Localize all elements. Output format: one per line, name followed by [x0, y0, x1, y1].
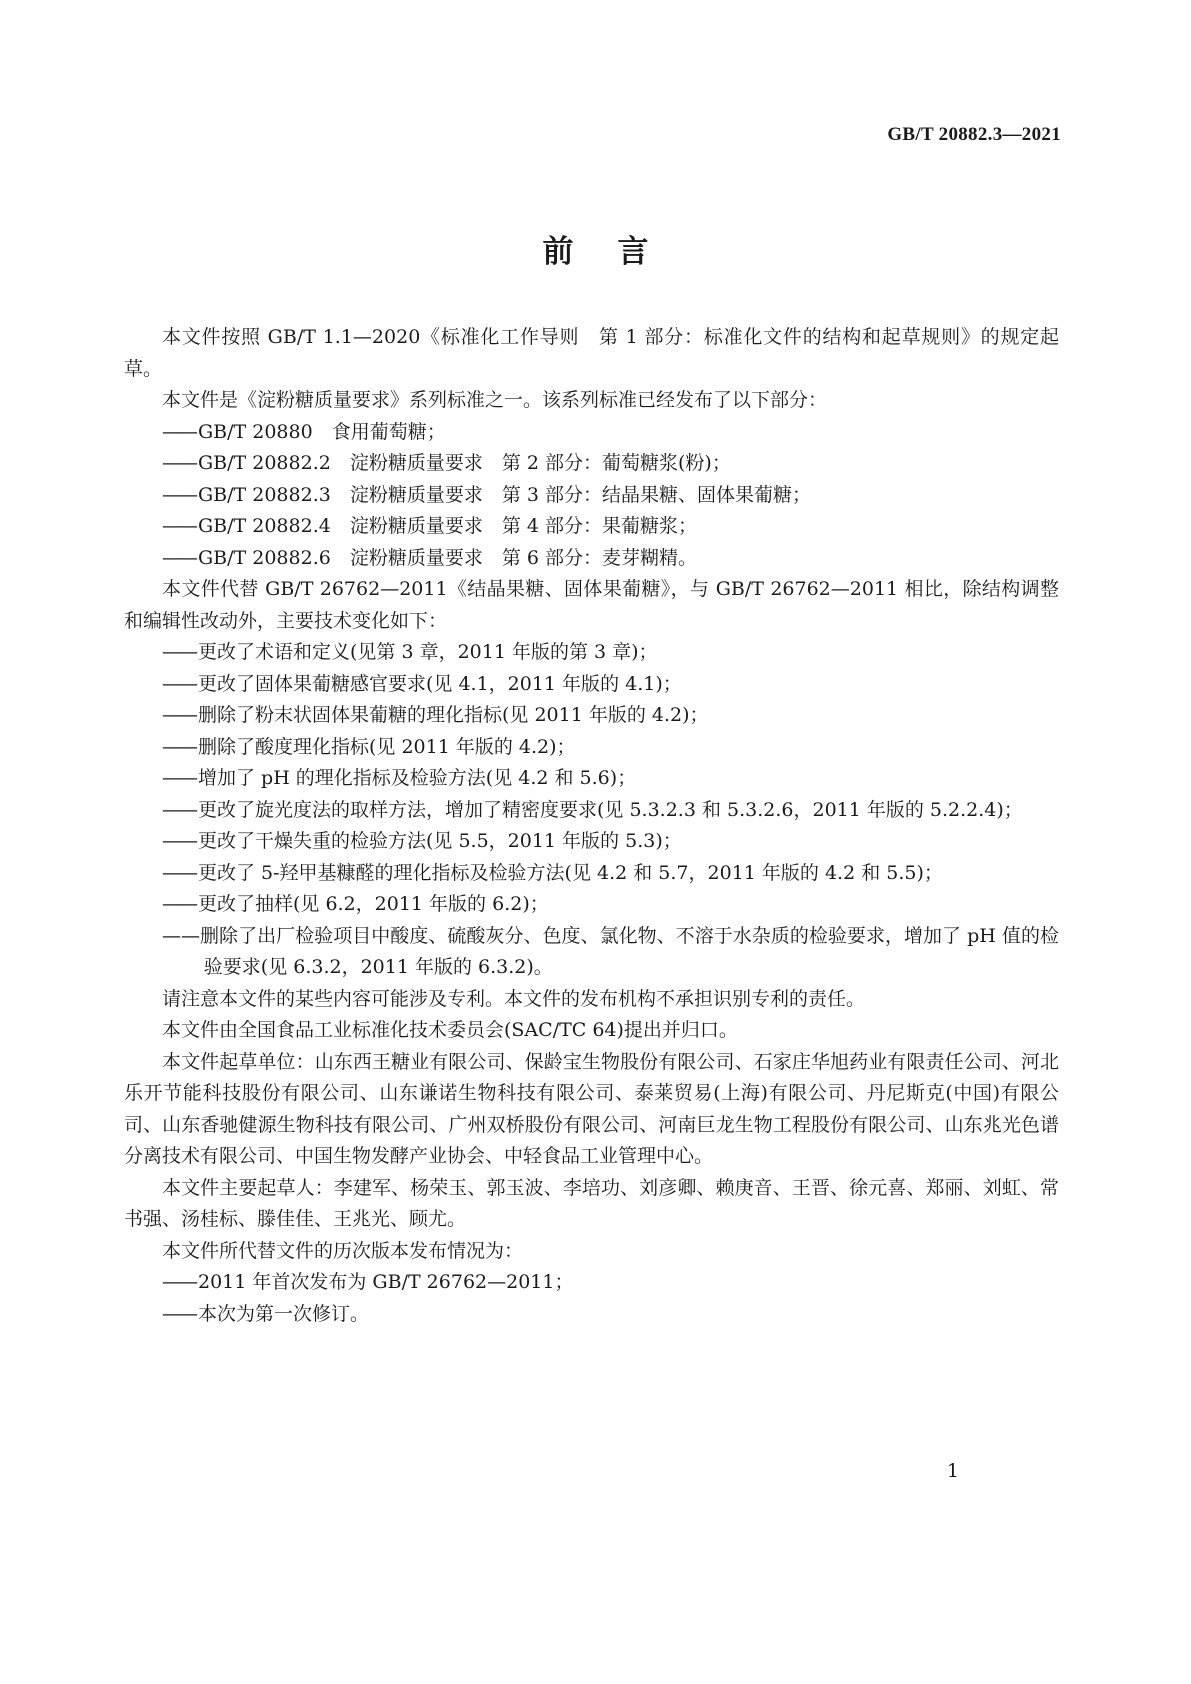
paragraph-patent-notice: 请注意本文件的某些内容可能涉及专利。本文件的发布机构不承担识别专利的责任。	[162, 987, 866, 1010]
paragraph-proposer: 本文件由全国食品工业标准化技术委员会(SAC/TC 64)提出并归口。	[162, 1019, 738, 1041]
list-dash: ——	[162, 515, 196, 537]
change-item-text: 更改了 5-羟甲基糠醛的理化指标及检验方法(见 4.2 和 5.7，2011 年版的 4.2 和 5.5)；	[198, 861, 943, 884]
change-item-text: 更改了术语和定义(见第 3 章，2011 年版的第 3 章)；	[198, 641, 658, 663]
list-item	[124, 448, 1059, 480]
change-item	[124, 732, 1059, 764]
paragraph-drafters: 本文件主要起草人：李建军、杨荣玉、郭玉波、李培功、刘彦卿、赖庚音、王晋、徐元喜、郑丽、刘虹、常书强、汤桂标、滕佳佳、王兆光、顾尤。	[124, 1176, 1059, 1230]
paragraph-replacement: 本文件代替 GB/T 26762—2011《结晶果糖、固体果葡糖》，与 GB/T 26762—2011 相比，除结构调整和编辑性改动外，主要技术变化如下：	[124, 578, 1059, 632]
list-item-text: GB/T 20880 食用葡萄糖；	[198, 420, 446, 443]
change-item-text: 增加了 pH 的理化指标及检验方法(见 4.2 和 5.6)；	[198, 767, 637, 789]
change-item-text: 删除了出厂检验项目中酸度、硫酸灰分、色度、氯化物、不溶于水杂质的检验要求，增加了 pH 值的检验要求(见 6.3.2，2011 年版的 6.3.2)。	[200, 924, 1059, 978]
list-item	[124, 417, 1059, 449]
list-dash: ——	[162, 735, 196, 758]
history-item	[124, 1299, 1059, 1331]
change-item	[124, 858, 1059, 890]
list-dash: ——	[162, 704, 196, 726]
paragraph-history-intro: 本文件所代替文件的历次版本发布情况为：	[162, 1239, 524, 1262]
change-item-text: 删除了粉末状固体果葡糖的理化指标(见 2011 年版的 4.2)；	[198, 704, 709, 726]
list-dash: ——	[162, 483, 196, 506]
list-dash: ——	[162, 641, 196, 663]
change-item-text: 更改了旋光度法的取样方法，增加了精密度要求(见 5.3.2.3 和 5.3.2.6，2011 年版的 5.2.2.4)；	[198, 798, 1023, 821]
change-item-text: 更改了固体果葡糖感官要求(见 4.1，2011 年版的 4.1)；	[198, 672, 682, 695]
change-item	[124, 826, 1059, 858]
list-item	[124, 543, 1059, 575]
change-item-text: 删除了酸度理化指标(见 2011 年版的 4.2)；	[198, 735, 576, 758]
change-item	[124, 889, 1059, 921]
list-dash: ——	[162, 420, 196, 443]
change-item	[124, 795, 1059, 827]
list-dash: ——	[162, 1302, 196, 1325]
list-dash: ——	[162, 546, 196, 569]
list-dash: ——	[162, 1271, 196, 1293]
change-item	[124, 700, 1059, 732]
list-item	[124, 480, 1059, 512]
page-title: 前言	[542, 234, 693, 270]
change-item	[124, 669, 1059, 701]
list-item-text: GB/T 20882.3 淀粉糖质量要求 第 3 部分：结晶果糖、固体果葡糖；	[198, 483, 811, 506]
history-item-text: 2011 年首次发布为 GB/T 26762—2011；	[198, 1271, 574, 1293]
standard-code: GB/T 20882.3—2021	[887, 124, 1061, 145]
change-item-text: 更改了干燥失重的检验方法(见 5.5，2011 年版的 5.3)；	[198, 830, 682, 852]
paragraph-drafting-units: 本文件起草单位：山东西王糖业有限公司、保龄宝生物股份有限公司、石家庄华旭药业有限责任公司、河北乐开节能科技股份有限公司、山东谦诺生物科技有限公司、泰莱贸易(上海)有限公司、丹尼斯克(中国)有限公司、山东香驰健源生物科技有限公司、广州双桥股份有限公司、河南巨龙生物工程股份有限公司、山东兆光色谱分离技术有限公司、中国生物发酵产业协会、中轻食品工业管理中心。	[124, 1050, 1059, 1167]
list-dash: ——	[162, 798, 196, 821]
list-item-text: GB/T 20882.6 淀粉糖质量要求 第 6 部分：麦芽糊精。	[198, 546, 697, 569]
list-item-text: GB/T 20882.4 淀粉糖质量要求 第 4 部分：果葡糖浆；	[198, 515, 697, 537]
page-number: 1	[946, 1460, 959, 1482]
list-dash: ——	[162, 924, 200, 947]
list-dash: ——	[162, 893, 196, 915]
list-dash: ——	[162, 672, 196, 695]
list-item	[124, 511, 1059, 543]
history-item	[124, 1267, 1059, 1299]
paragraph-series-intro: 本文件是《淀粉糖质量要求》系列标准之一。该系列标准已经发布了以下部分：	[162, 389, 828, 411]
list-dash: ——	[162, 861, 196, 884]
history-item-text: 本次为第一次修订。	[198, 1302, 370, 1325]
list-dash: ——	[162, 830, 196, 852]
change-item-text: 更改了抽样(见 6.2，2011 年版的 6.2)；	[198, 893, 549, 915]
foreword-body	[124, 322, 1059, 1330]
change-item	[124, 763, 1059, 795]
change-item	[124, 921, 1059, 984]
list-dash: ——	[162, 767, 196, 789]
list-item-text: GB/T 20882.2 淀粉糖质量要求 第 2 部分：葡萄糖浆(粉)；	[198, 452, 731, 474]
change-item	[124, 637, 1059, 669]
list-dash: ——	[162, 452, 196, 474]
paragraph-drafting-rules: 本文件按照 GB/T 1.1—2020《标准化工作导则 第 1 部分：标准化文件的结构和起草规则》的规定起草。	[124, 326, 1059, 380]
